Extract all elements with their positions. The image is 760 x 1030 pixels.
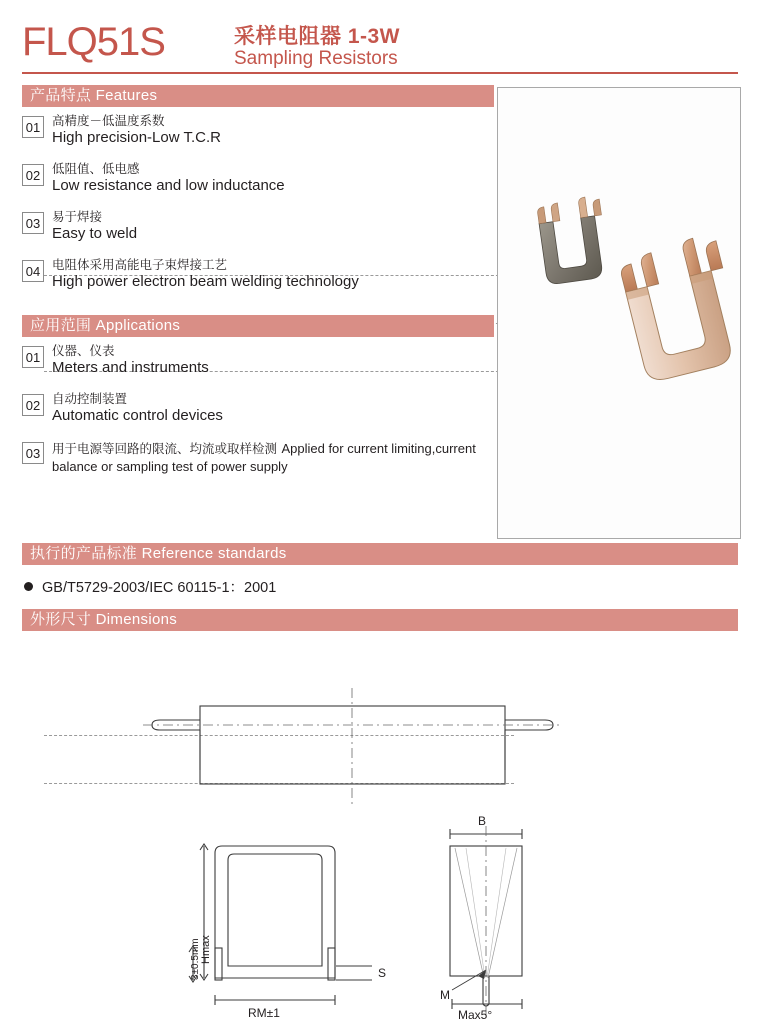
label-b: B <box>478 814 487 828</box>
label-m: M <box>440 988 450 1002</box>
item-text-en: High power electron beam welding technology <box>52 273 359 290</box>
label-s: S <box>378 966 387 980</box>
item-number: 01 <box>22 116 44 138</box>
item-text-cn: 易于焊接 <box>52 210 103 224</box>
dimensions-section-bar <box>22 609 738 631</box>
item-text-cn: 低阻值、低电感 <box>52 162 140 176</box>
item-text-en: High precision-Low T.C.R <box>52 129 221 146</box>
item-number: 01 <box>22 346 44 368</box>
model-number: FLQ51S <box>22 20 165 64</box>
dimensions-bar-cn: 外形尺寸 <box>30 611 92 628</box>
standards-value: GB/T5729-2003/IEC 60115-1：2001 <box>42 580 277 596</box>
label-hmax: Hmax <box>200 935 212 964</box>
item-text-cn: 用于电源等回路的限流、均流或取样检测 <box>52 442 278 456</box>
bullet-icon <box>24 582 33 591</box>
label-rm: RM±1 <box>248 1006 280 1020</box>
dimension-drawings <box>0 648 760 1025</box>
list-item <box>22 210 494 243</box>
features-section-bar <box>22 85 494 107</box>
label-lead-tolerance: 3±0.5mm <box>190 938 201 980</box>
dimensions-bar-en: Dimensions <box>95 611 178 628</box>
product-photo <box>498 88 740 538</box>
standards-value-row <box>24 576 276 597</box>
standards-section-bar <box>22 543 738 565</box>
list-item <box>22 440 494 476</box>
page-header <box>22 14 738 70</box>
applications-section-bar <box>22 315 494 337</box>
product-title-cn: 采样电阻器 1-3W <box>234 25 401 48</box>
item-text-cn: 仪器、仪表 <box>52 344 115 358</box>
item-number: 02 <box>22 164 44 186</box>
item-text-en: Meters and instruments <box>52 359 209 376</box>
item-text-en: Low resistance and low inductance <box>52 177 285 194</box>
features-bar-cn: 产品特点 <box>30 87 92 104</box>
list-item <box>22 344 494 377</box>
label-angle: Max5° <box>458 1008 493 1022</box>
product-title-en: Sampling Resistors <box>234 48 398 69</box>
list-item <box>22 114 494 147</box>
header-divider <box>22 72 738 74</box>
item-text-en: Applied for current limiting,current balance or sampling test of power supply <box>52 441 476 474</box>
applications-bar-cn: 应用范围 <box>30 317 92 334</box>
list-item <box>22 162 494 195</box>
item-number: 03 <box>22 212 44 234</box>
list-item <box>22 258 494 291</box>
item-number: 03 <box>22 442 44 464</box>
item-text-cn: 高精度－低温度系数 <box>52 114 165 128</box>
item-text-en: Easy to weld <box>52 225 138 242</box>
item-number: 04 <box>22 260 44 282</box>
standards-bar-en: Reference standards <box>141 545 287 562</box>
item-text-cn: 自动控制装置 <box>52 392 128 406</box>
standards-bar-cn: 执行的产品标准 <box>30 545 138 562</box>
product-photo-panel <box>497 87 741 539</box>
item-text-en: Automatic control devices <box>52 407 223 424</box>
item-number: 02 <box>22 394 44 416</box>
item-text-cn: 电阻体采用高能电子束焊接工艺 <box>52 258 228 272</box>
list-item <box>22 392 494 425</box>
features-bar-en: Features <box>95 87 158 104</box>
applications-bar-en: Applications <box>95 317 181 334</box>
